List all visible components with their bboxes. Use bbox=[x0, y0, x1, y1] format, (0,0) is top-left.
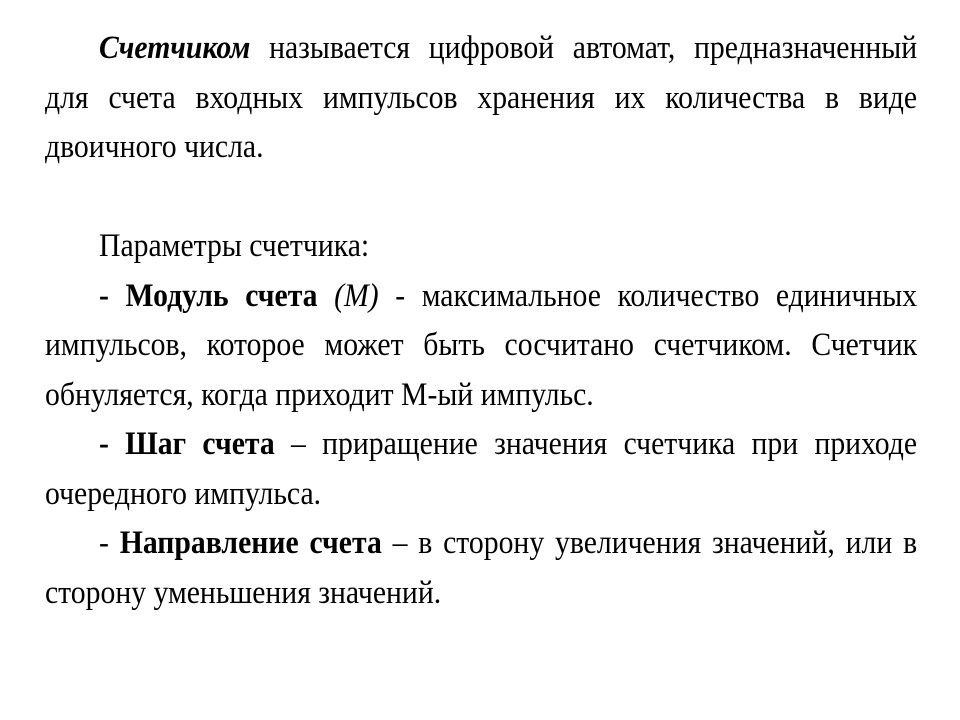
param-step-name: Шаг счета bbox=[125, 426, 275, 462]
param-module-name: Модуль счета bbox=[125, 277, 318, 314]
param-module-text: - максимальное количество единичных импульсов, которое может быть сосчитано счетчиком. Счетчик обнуляется, когда приходит М-ый импульс. bbox=[45, 277, 918, 413]
param-module bbox=[45, 272, 917, 421]
param-direction-text: – в сторону увеличения значений, или в сторону уменьшения значений. bbox=[45, 525, 918, 611]
param-step bbox=[45, 420, 917, 519]
param-module-prefix: - bbox=[99, 277, 126, 314]
param-step-prefix: - bbox=[99, 426, 126, 462]
definition-paragraph bbox=[45, 24, 917, 173]
slide-text bbox=[45, 24, 918, 618]
param-direction-name: Направление счета bbox=[119, 525, 382, 561]
param-step-text: – приращение значения счетчика при приходе очередного импульса. bbox=[45, 426, 918, 512]
definition-term: Счетчиком bbox=[99, 30, 251, 66]
param-direction bbox=[45, 519, 917, 618]
paragraph-gap bbox=[45, 173, 917, 223]
params-heading: Параметры счетчика: bbox=[99, 228, 370, 264]
definition-text: называется цифровой автомат, предназначенный для счета входных импульсов хранения их количества в виде двоичного числа. bbox=[45, 30, 918, 165]
param-module-symbol: (М) bbox=[334, 277, 379, 314]
param-direction-prefix: - bbox=[99, 525, 120, 561]
